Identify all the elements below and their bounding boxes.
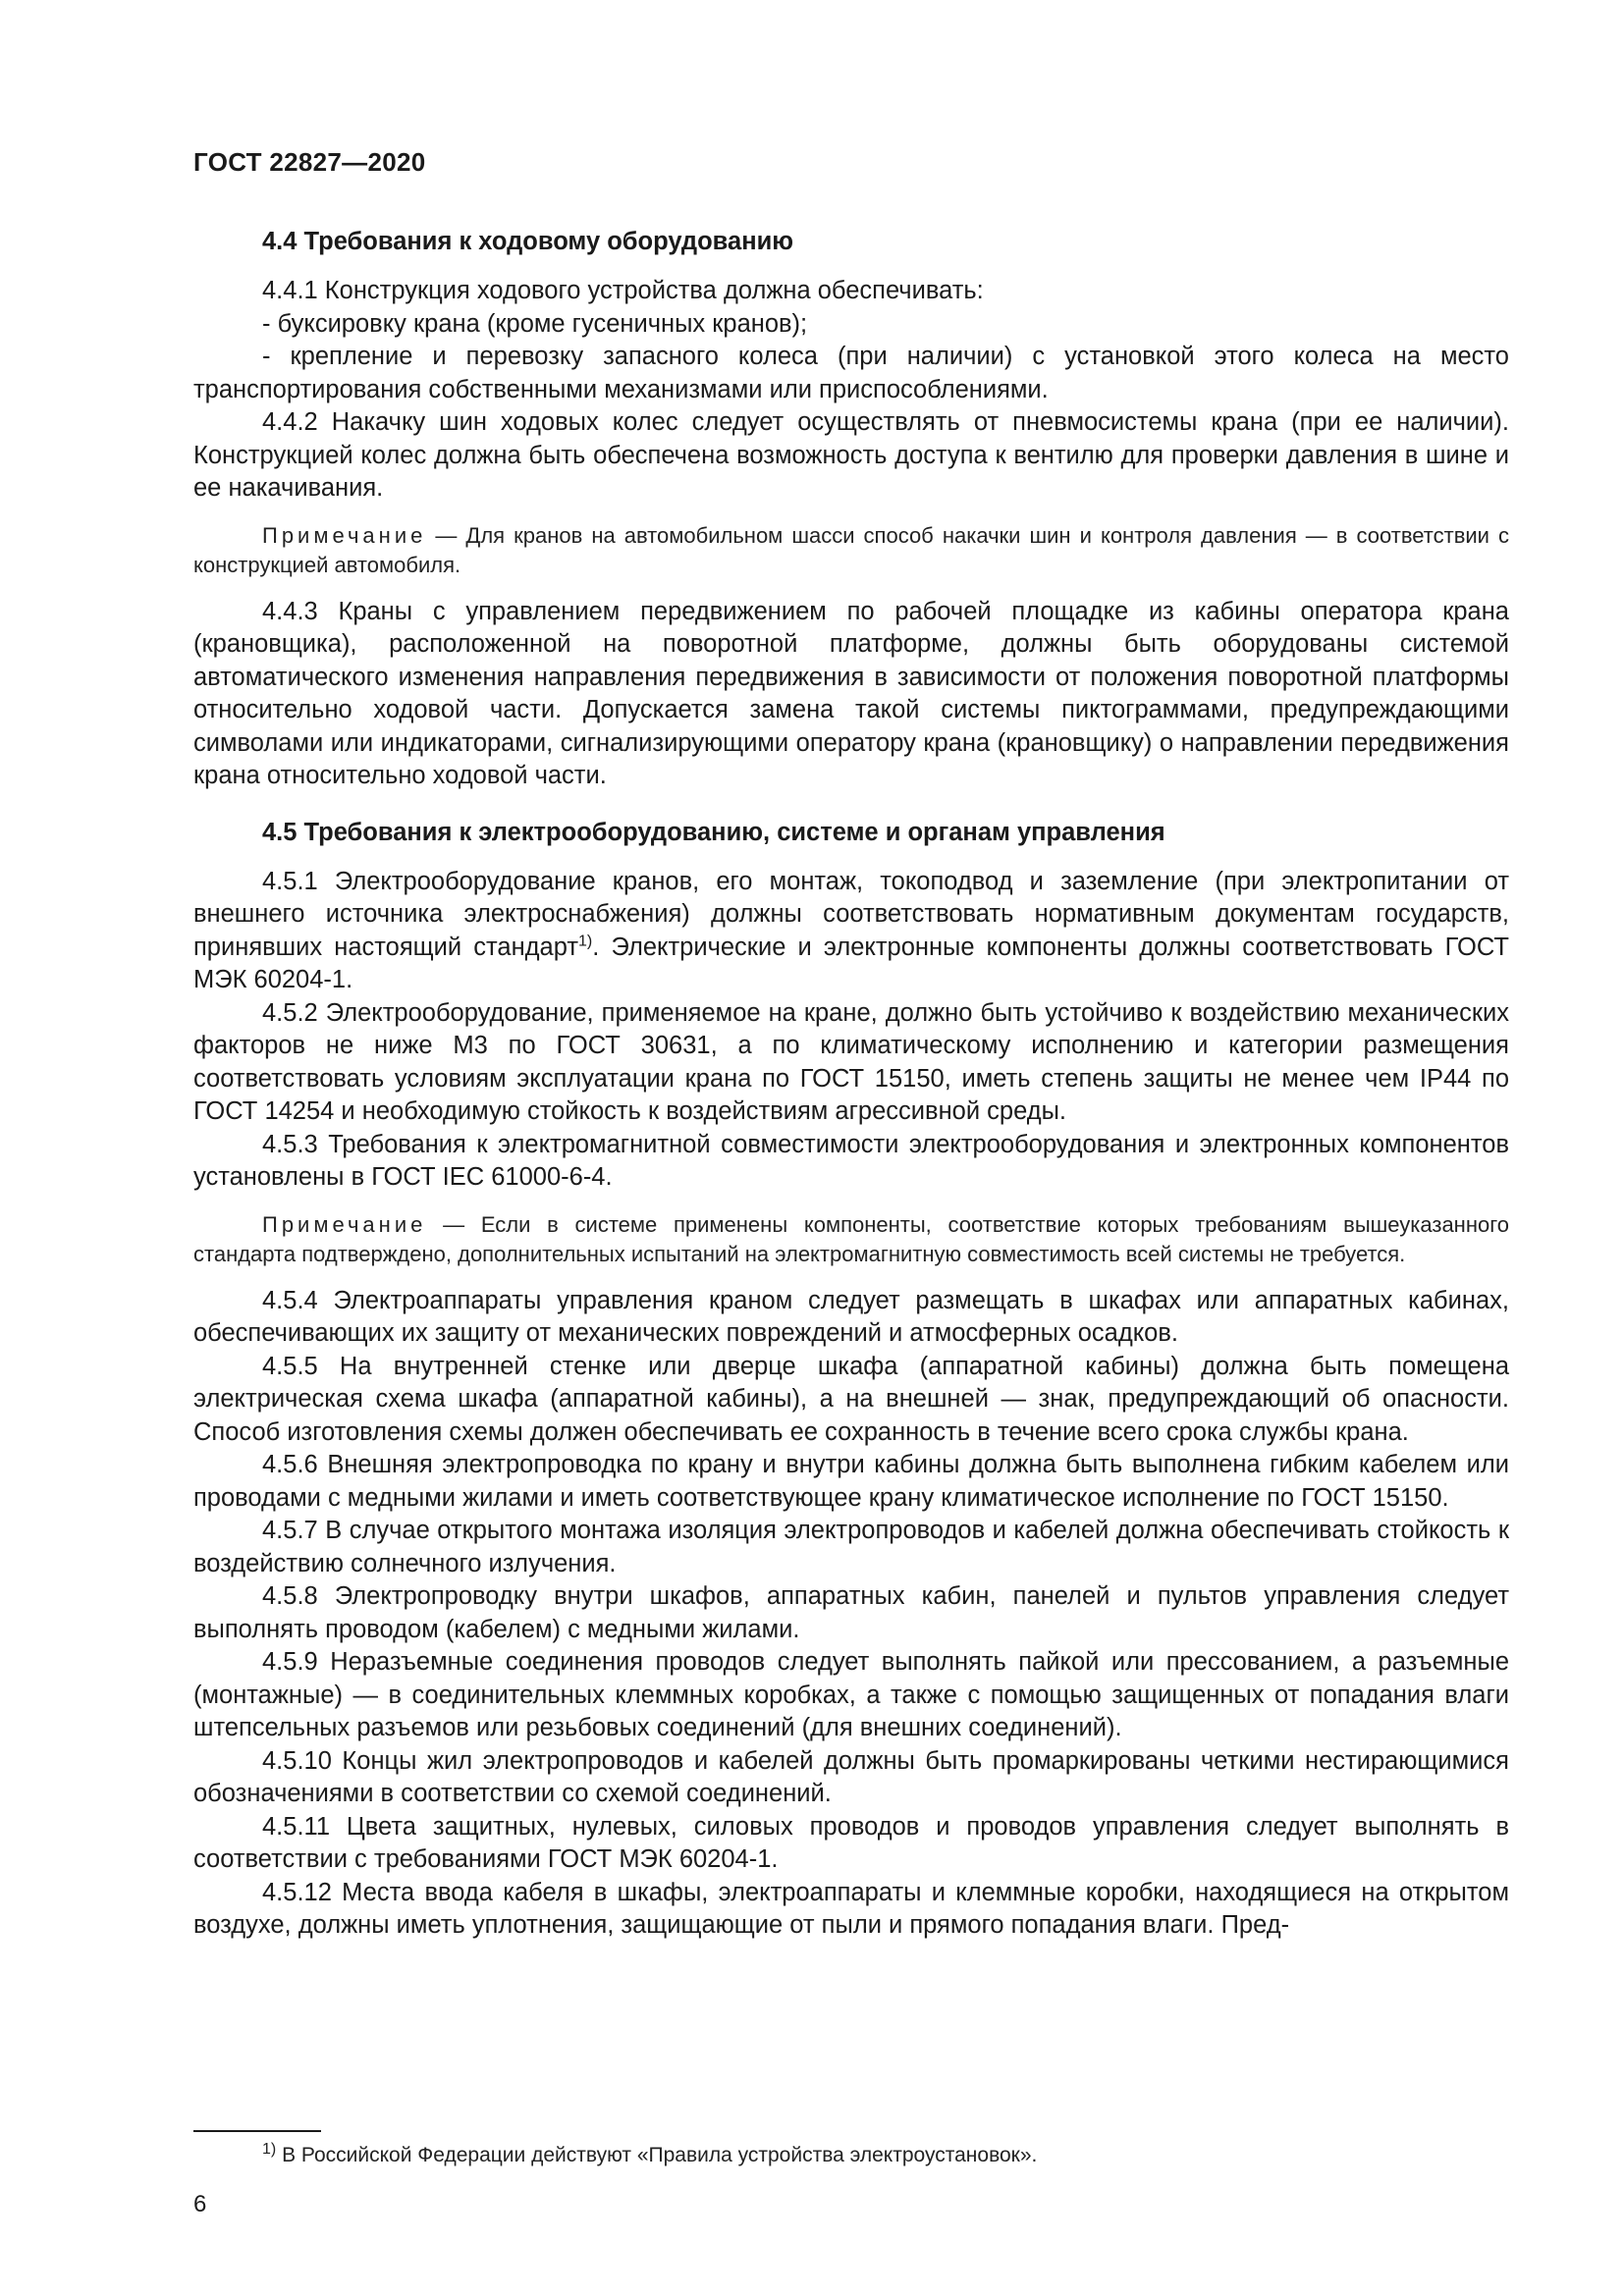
- footnote-separator: [193, 2130, 321, 2132]
- note-4-5: [193, 1210, 1509, 1269]
- section-heading-4-4: 4.4 Требования к ходовому оборудованию: [262, 228, 794, 255]
- paragraph-4-5-1: [193, 866, 1509, 997]
- footnote: [262, 2142, 1037, 2169]
- paragraph-4-5-9: 4.5.9 Неразъемные соединения проводов следует выполнять пайкой или прессованием, а разъемные (монтажные) — в соединительных клеммных коробках, а также с помощью защищенных от попадания влаги штепсельных разъемов или резьбовых соединений (для внешних соединений).: [193, 1648, 1509, 1741]
- paragraph-4-5-4: 4.5.4 Электроаппараты управления краном следует размещать в шкафах или аппаратных кабинах, обеспечивающих их защиту от механических повреждений и атмосферных осадков.: [193, 1286, 1509, 1347]
- section-heading-4-5: 4.5 Требования к электрооборудованию, системе и органам управления: [262, 818, 1165, 846]
- paragraph-4-4-3: 4.4.3 Краны с управлением передвижением по рабочей площадке из кабины оператора крана (крановщика), расположенной на поворотной платформе, должны быть оборудованы системой автоматического изменения направления передвижения в зависимости от положения поворотной платформы относительно ходовой части. Допускается замена такой системы пиктограммами, предупреждающими символами или индикаторами, сигнализирующими оператору крана (крановщику) о направлении передвижения крана относительно ходовой части.: [193, 597, 1509, 789]
- paragraph-4-4-1: 4.4.1 Конструкция ходового устройства должна обеспечивать:: [262, 277, 984, 304]
- paragraph-4-5-2: 4.5.2 Электрооборудование, применяемое на кране, должно быть устойчиво к воздействию механических факторов не ниже М3 по ГОСТ 30631, а по климатическому исполнению и категории размещения соответствовать условиям эксплуатации крана по ГОСТ 15150, иметь степень защиты не менее чем IP44 по ГОСТ 14254 и необходимую стойкость к воздействиям агрессивной среды.: [193, 998, 1509, 1125]
- note-label: Примечание: [262, 1211, 427, 1237]
- paragraph-4-5-6: 4.5.6 Внешняя электропроводка по крану и внутри кабины должна быть выполнена гибким кабелем или проводами с медными жилами и иметь соответствующее крану климатическое исполнение по ГОСТ 15150.: [193, 1451, 1509, 1512]
- page-number: 6: [193, 2191, 207, 2217]
- paragraph-4-5-10: 4.5.10 Концы жил электропроводов и кабелей должны быть промаркированы четкими нестирающимися обозначениями в соответствии со схемой соединений.: [193, 1746, 1509, 1807]
- note-4-4: [193, 521, 1509, 580]
- page-content: [193, 224, 1509, 1943]
- paragraph-4-5-1-text-a: 4.5.1 Электрооборудование кранов, его монтаж, токоподвод и заземление (при электропитании от внешнего источника электроснабжения) должны соответствовать нормативным документам государств, принявших настоящий стандарт: [193, 867, 1509, 961]
- note-text: — Для кранов на автомобильном шасси способ накачки шин и контроля давления — в соответствии с конструкцией автомобиля.: [193, 522, 1509, 577]
- footnote-marker: 1): [262, 2141, 277, 2158]
- paragraph-4-5-5: 4.5.5 На внутренней стенке или дверце шкафа (аппаратной кабины) должна быть помещена электрическая схема шкафа (аппаратной кабины), а на внешней — знак, предупреждающий об опасности. Способ изготовления схемы должен обеспечивать ее сохранность в течение всего срока службы крана.: [193, 1352, 1509, 1446]
- section-gap: [193, 793, 1509, 815]
- running-header-standard-code: ГОСТ 22827—2020: [193, 147, 426, 177]
- paragraph-4-4-2: 4.4.2 Накачку шин ходовых колес следует осуществлять от пневмосистемы крана (при ее наличии). Конструкцией колес должна быть обеспечена возможность доступа к вентилю для проверки давления в шине и ее накачивания.: [193, 408, 1509, 502]
- footnote-text: В Российской Федерации действуют «Правила устройства электроустановок».: [276, 2144, 1038, 2166]
- paragraph-4-5-8: 4.5.8 Электропроводку внутри шкафов, аппаратных кабин, панелей и пультов управления следует выполнять проводом (кабелем) с медными жилами.: [193, 1582, 1509, 1643]
- footnote-reference[interactable]: 1): [578, 933, 593, 949]
- list-item-spare-wheel: - крепление и перевозку запасного колеса (при наличии) с установкой этого колеса на место транспортирования собственными механизмами или приспособлениями.: [193, 343, 1509, 403]
- paragraph-4-5-3: 4.5.3 Требования к электромагнитной совместимости электрооборудования и электронных компонентов установлены в ГОСТ IEC 61000-6-4.: [193, 1130, 1509, 1191]
- paragraph-4-5-1-text-b: . Электрические и электронные компоненты должны соответствовать ГОСТ МЭК 60204-1.: [193, 933, 1509, 993]
- paragraph-4-5-7: 4.5.7 В случае открытого монтажа изоляция электропроводов и кабелей должна обеспечивать стойкость к воздействию солнечного излучения.: [193, 1517, 1509, 1577]
- list-item-towing: - буксировку крана (кроме гусеничных кранов);: [262, 309, 808, 338]
- paragraph-4-5-12: 4.5.12 Места ввода кабеля в шкафы, электроаппараты и клеммные коробки, находящиеся на открытом воздухе, должны иметь уплотнения, защищающие от пыли и прямого попадания влаги. Пред-: [193, 1878, 1509, 1939]
- paragraph-4-5-11: 4.5.11 Цвета защитных, нулевых, силовых проводов и проводов управления следует выполнять в соответствии с требованиями ГОСТ МЭК 60204-1.: [193, 1812, 1509, 1873]
- note-text: — Если в системе применены компоненты, соответствие которых требованиям вышеуказанного стандарта подтверждено, дополнительных испытаний на электромагнитную совместимость всей системы не требуется.: [193, 1211, 1509, 1266]
- note-label: Примечание: [262, 522, 427, 548]
